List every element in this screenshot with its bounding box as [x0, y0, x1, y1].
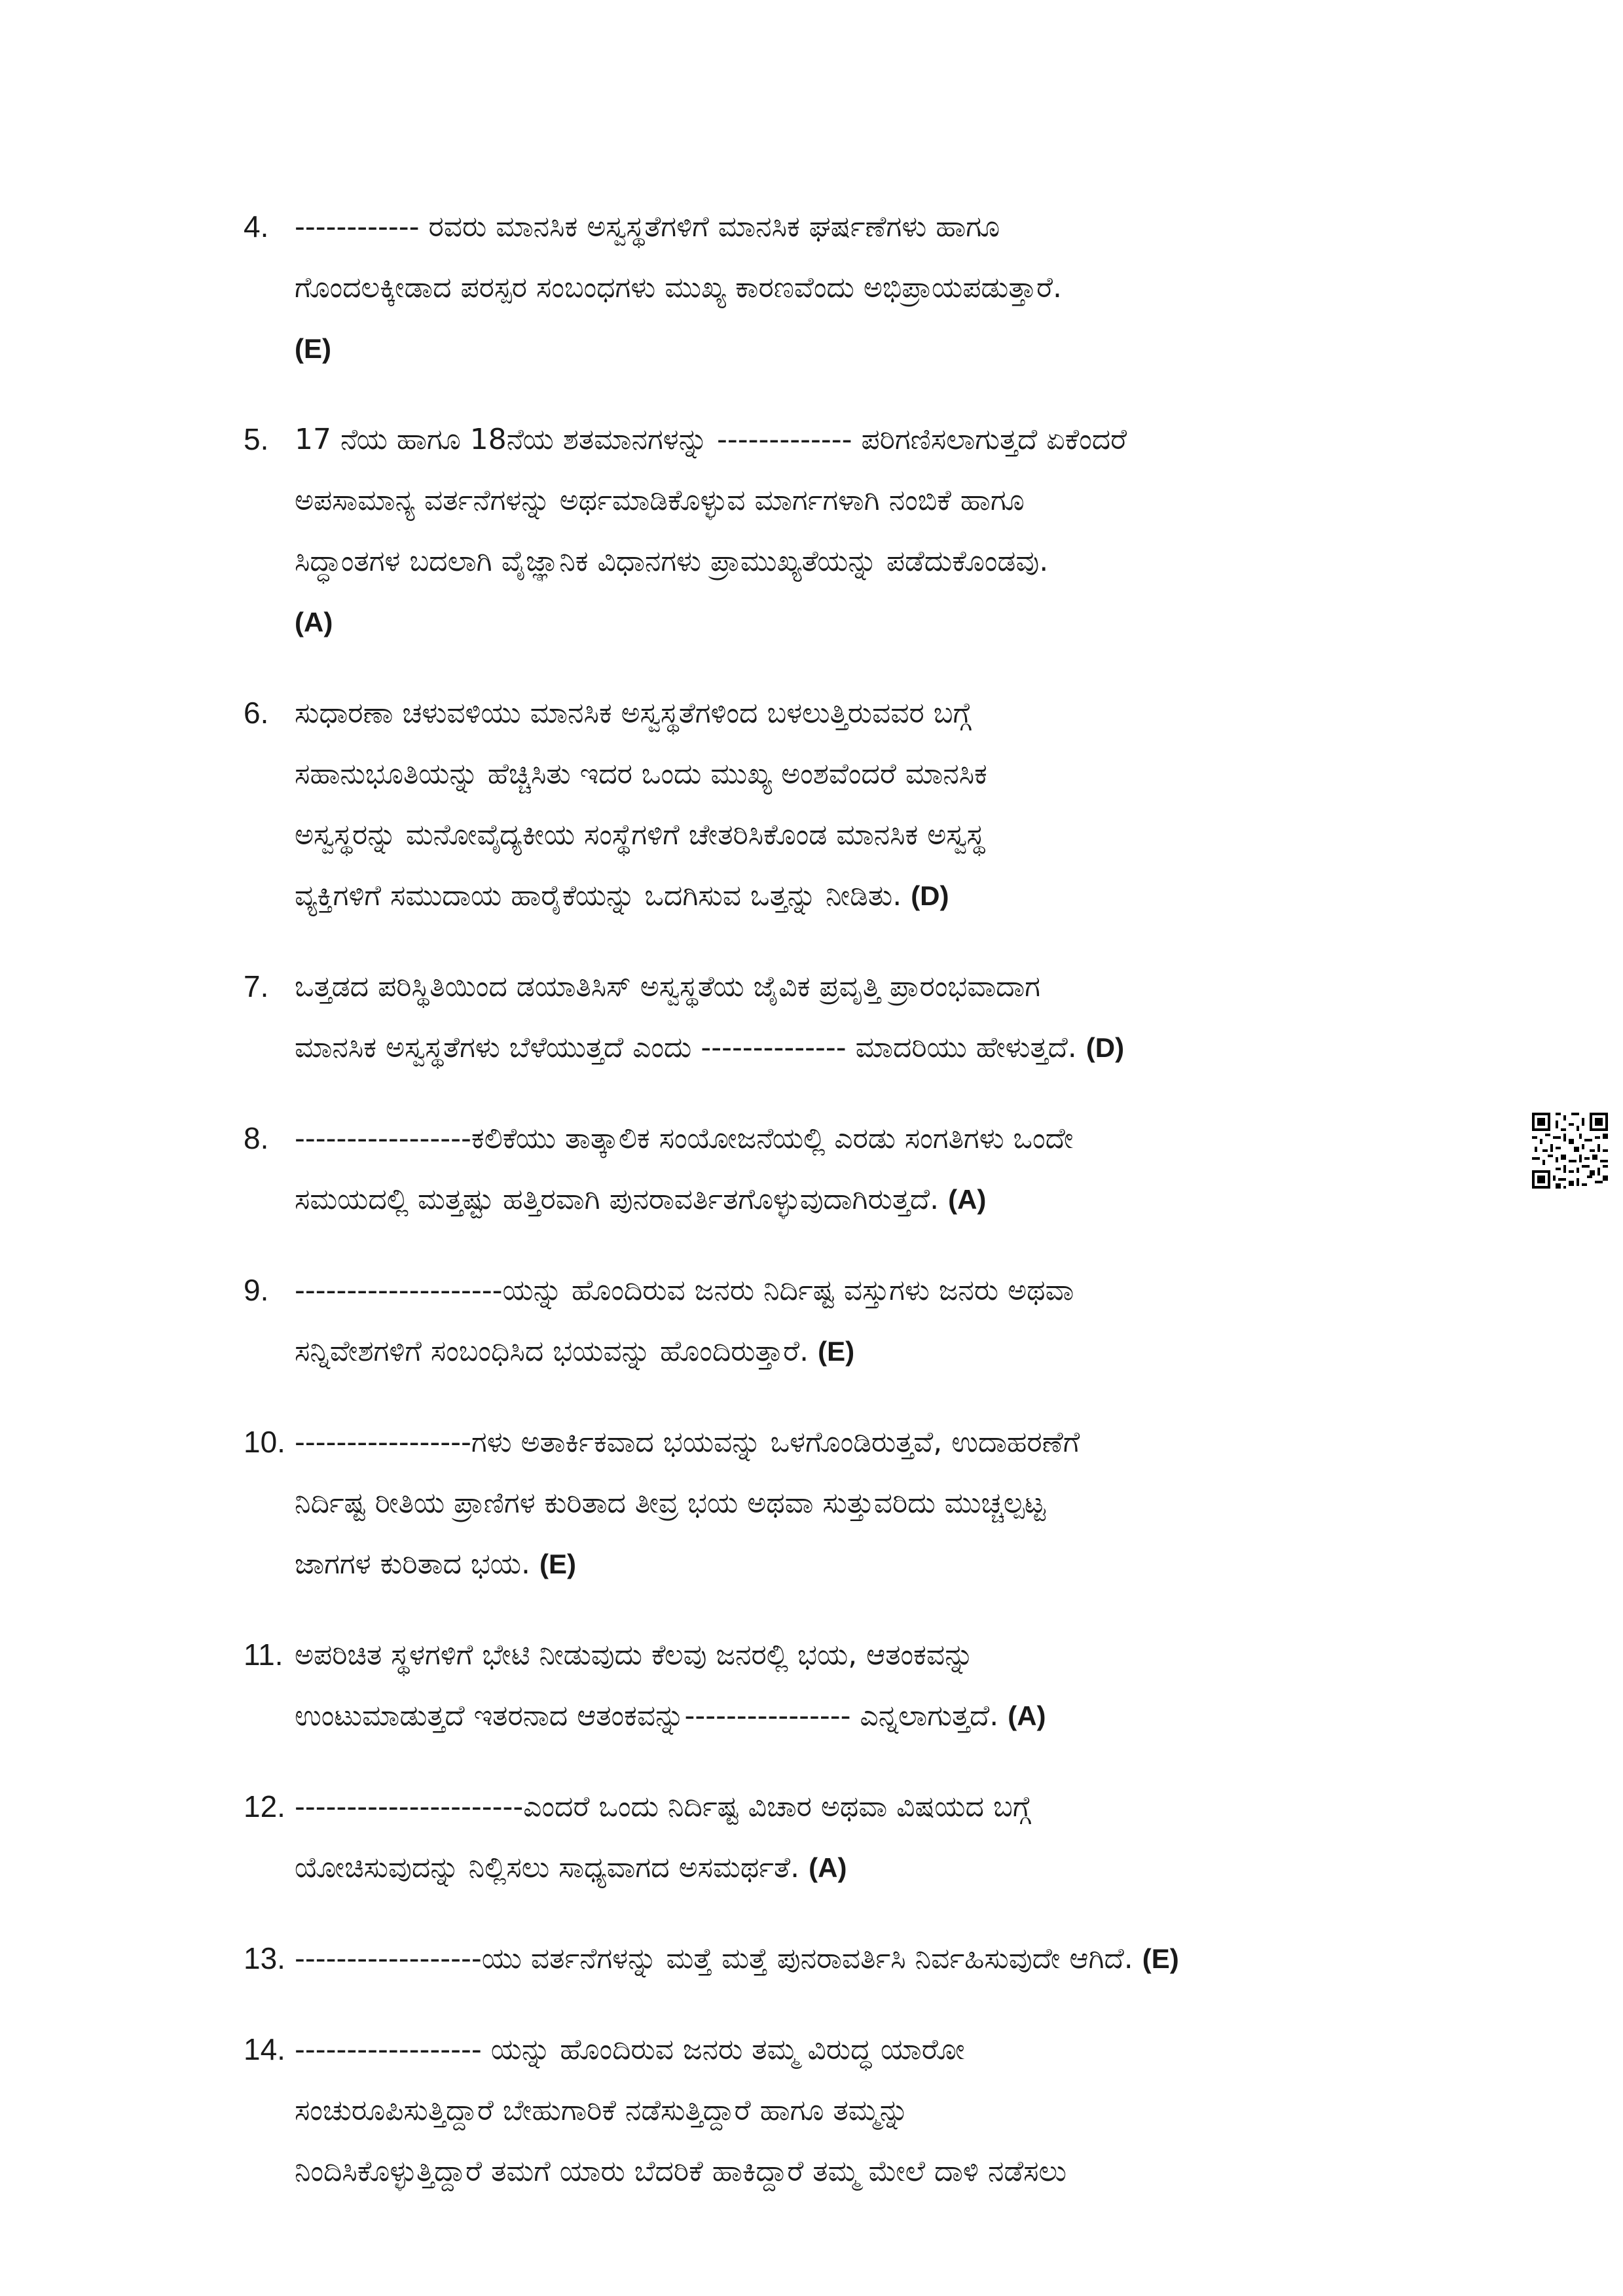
question-line-text: ಮಾನಸಿಕ ಅಸ್ವಸ್ಥತೆಗಳು ಬೆಳೆಯುತ್ತದೆ ಎಂದು -------------- ಮಾದರಿಯು ಹೇಳುತ್ತದೆ.: [295, 1031, 1077, 1064]
question-text: [295, 2019, 1448, 2202]
question-line-text: ಅಪಸಾಮಾನ್ಯ ವರ್ತನೆಗಳನ್ನು ಅರ್ಥಮಾಡಿಕೊಳ್ಳುವ ಮಾರ್ಗಗಳಾಗಿ ನಂಬಿಕೆ ಹಾಗೂ: [295, 484, 1025, 517]
question-number: 8.: [244, 1121, 269, 1155]
question-line: [295, 804, 1448, 865]
question-line: [295, 2019, 1448, 2080]
question-text: [295, 1928, 1448, 1989]
question-line: [295, 1928, 1448, 1989]
question-line: [295, 1260, 1448, 1321]
question-text: [295, 196, 1448, 379]
question-item: [244, 1624, 1448, 1746]
question-line: [295, 470, 1448, 531]
question-line-text: ----------------------ಎಂದರೆ ಒಂದು ನಿರ್ದಿಷ್ಟ ವಿಚಾರ ಅಥವಾ ವಿಷಯದ ಬಗ್ಗೆ: [295, 1790, 1031, 1823]
answer-key: (E): [295, 333, 331, 364]
question-line-text: ಗೊಂದಲಕ್ಕೀಡಾದ ಪರಸ್ಪರ ಸಂಬಂಧಗಳು ಮುಖ್ಯ ಕಾರಣವೆಂದು ಅಭಿಪ್ರಾಯಪಡುತ್ತಾರೆ.: [295, 271, 1063, 304]
question-line-text: -----------------ಗಳು ಅತಾರ್ಕಿಕವಾದ ಭಯವನ್ನು ಒಳಗೊಂಡಿರುತ್ತವೆ, ಉದಾಹರಣೆಗೆ: [295, 1426, 1080, 1459]
question-line: [295, 1321, 1448, 1382]
question-item: [244, 196, 1448, 379]
question-number: 4.: [244, 209, 269, 243]
question-line: [295, 956, 1448, 1017]
question-line: [295, 2141, 1448, 2202]
question-line: [295, 1412, 1448, 1473]
question-line-text: ವ್ಯಕ್ತಿಗಳಿಗೆ ಸಮುದಾಯ ಹಾರೈಕೆಯನ್ನು ಒದಗಿಸುವ ಒತ್ತನ್ನು ನೀಡಿತು.: [295, 879, 902, 912]
question-line-text: ------------------ಯು ವರ್ತನೆಗಳನ್ನು ಮತ್ತೆ ಮತ್ತೆ ಪುನರಾವರ್ತಿಸಿ ನಿರ್ವಹಿಸುವುದೇ ಆಗಿದೆ.: [295, 1942, 1133, 1975]
question-line-text: ಅಪರಿಚಿತ ಸ್ಥಳಗಳಿಗೆ ಭೇಟಿ ನೀಡುವುದು ಕೆಲವು ಜನರಲ್ಲಿ ಭಯ, ಆತಂಕವನ್ನು: [295, 1638, 974, 1672]
question-line-text: ಸನ್ನಿವೇಶಗಳಿಗೆ ಸಂಬಂಧಿಸಿದ ಭಯವನ್ನು ಹೊಂದಿರುತ್ತಾರೆ.: [295, 1335, 809, 1368]
question-line: [295, 1837, 1448, 1898]
question-text: [295, 1412, 1448, 1594]
question-text: [295, 1260, 1448, 1382]
answer-key: (A): [809, 1852, 847, 1883]
question-line-text: ------------ ರವರು ಮಾನಸಿಕ ಅಸ್ವಸ್ಥತೆಗಳಿಗೆ ಮಾನಸಿಕ ಘರ್ಷಣೆಗಳು ಹಾಗೂ: [295, 210, 1000, 243]
question-line-text: ಒತ್ತಡದ ಪರಿಸ್ಥಿತಿಯಿಂದ ಡಯಾತಿಸಿಸ್ ಅಸ್ವಸ್ಥತೆಯ ಜೈವಿಕ ಪ್ರವೃತ್ತಿ ಪ್ರಾರಂಭವಾದಾಗ: [295, 970, 1040, 1003]
question-line-text: ಜಾಗಗಳ ಕುರಿತಾದ ಭಯ.: [295, 1547, 531, 1581]
question-line-text: ಸಿದ್ಧಾಂತಗಳ ಬದಲಾಗಿ ವೈಜ್ಞಾನಿಕ ವಿಧಾನಗಳು ಪ್ರಾಮುಖ್ಯತೆಯನ್ನು ಪಡೆದುಕೊಂಡವು.: [295, 545, 1049, 578]
question-line-text: ಸಮಯದಲ್ಲಿ ಮತ್ತಷ್ಟು ಹತ್ತಿರವಾಗಿ ಪುನರಾವರ್ತಿತಗೊಳ್ಳುವುದಾಗಿರುತ್ತದೆ.: [295, 1183, 939, 1216]
question-line-text: ಸಂಚುರೂಪಿಸುತ್ತಿದ್ದಾರೆ ಬೇಹುಗಾರಿಕೆ ನಡೆಸುತ್ತಿದ್ದಾರೆ ಹಾಗೂ ತಮ್ಮನ್ನು: [295, 2094, 909, 2127]
question-line: [295, 1685, 1448, 1746]
question-line-text: ------------------ ಯನ್ನು ಹೊಂದಿರುವ ಜನರು ತಮ್ಮ ವಿರುದ್ಧ ಯಾರೋ: [295, 2033, 965, 2066]
question-line-text: -----------------ಕಲಿಕೆಯು ತಾತ್ಕಾಲಿಕ ಸಂಯೋಜನೆಯಲ್ಲಿ ಎರಡು ಸಂಗತಿಗಳು ಒಂದೇ: [295, 1122, 1074, 1155]
question-line-text: ಸಹಾನುಭೂತಿಯನ್ನು ಹೆಚ್ಚಿಸಿತು ಇದರ ಒಂದು ಮುಖ್ಯ ಅಂಶವೆಂದರೆ ಮಾನಸಿಕ: [295, 757, 987, 791]
question-item: [244, 1412, 1448, 1594]
question-item: [244, 1260, 1448, 1382]
question-line: [295, 865, 1448, 926]
question-line: [295, 2080, 1448, 2141]
question-line: [295, 1169, 1448, 1230]
question-item: [244, 683, 1448, 926]
answer-key: (A): [948, 1184, 987, 1215]
question-number: 12.: [244, 1789, 285, 1823]
answer-key: (D): [1085, 1032, 1125, 1063]
answer-key: (E): [539, 1549, 577, 1579]
question-item: [244, 1776, 1448, 1898]
question-number: 10.: [244, 1425, 285, 1459]
question-line: [295, 1017, 1448, 1078]
question-line: [295, 1534, 1448, 1594]
question-line-text: ಸುಧಾರಣಾ ಚಳುವಳಿಯು ಮಾನಸಿಕ ಅಸ್ವಸ್ಥತೆಗಳಿಂದ ಬಳಲುತ್ತಿರುವವರ ಬಗ್ಗೆ: [295, 696, 972, 730]
question-line-text: ನಿಂದಿಸಿಕೊಳ್ಳುತ್ತಿದ್ದಾರೆ ತಮಗೆ ಯಾರು ಬೆದರಿಕೆ ಹಾಕಿದ್ದಾರೆ ತಮ್ಮ ಮೇಲೆ ದಾಳಿ ನಡೆಸಲು: [295, 2155, 1067, 2188]
question-line-text: ಯೋಚಿಸುವುದನ್ನು ನಿಲ್ಲಿಸಲು ಸಾಧ್ಯವಾಗದ ಅಸಮರ್ಥತೆ.: [295, 1851, 800, 1884]
question-number: 14.: [244, 2032, 285, 2066]
question-line: [295, 1473, 1448, 1534]
question-number: 13.: [244, 1941, 285, 1975]
question-item: [244, 1928, 1448, 1989]
question-text: [295, 1624, 1448, 1746]
question-line: [295, 744, 1448, 804]
question-line-text: 17 ನೆಯ ಹಾಗೂ 18ನೆಯ ಶತಮಾನಗಳನ್ನು ------------- ಪರಿಗಣಿಸಲಾಗುತ್ತದೆ ಏಕೆಂದರೆ: [295, 423, 1127, 456]
question-line: [295, 409, 1448, 470]
question-number: 7.: [244, 969, 269, 1003]
question-line: [295, 531, 1448, 592]
question-text: [295, 1776, 1448, 1898]
question-line-text: --------------------ಯನ್ನು ಹೊಂದಿರುವ ಜನರು ನಿರ್ದಿಷ್ಟ ವಸ್ತುಗಳು ಜನರು ಅಥವಾ: [295, 1274, 1074, 1307]
question-line: [295, 257, 1448, 318]
question-line-text: ನಿರ್ದಿಷ್ಟ ರೀತಿಯ ಪ್ರಾಣಿಗಳ ಕುರಿತಾದ ತೀವ್ರ ಭಯ ಅಥವಾ ಸುತ್ತುವರಿದು ಮುಚ್ಚಲ್ಪಟ್ಟ: [295, 1486, 1046, 1520]
question-line-text: ಅಸ್ವಸ್ಥರನ್ನು ಮನೋವೈದ್ಯಕೀಯ ಸಂಸ್ಥೆಗಳಿಗೆ ಚೇತರಿಸಿಕೊಂಡ ಮಾನಸಿಕ ಅಸ್ವಸ್ಥ: [295, 818, 985, 852]
answer-key: (E): [818, 1336, 855, 1367]
question-number: 6.: [244, 696, 269, 730]
question-item: [244, 1108, 1448, 1230]
question-line: [295, 1624, 1448, 1685]
question-line-text: ಉಂಟುಮಾಡುತ್ತದೆ ಇತರನಾದ ಆತಂಕವನ್ನು---------------- ಎನ್ನಲಾಗುತ್ತದೆ.: [295, 1699, 999, 1732]
answer-key: (D): [911, 880, 949, 911]
question-number: 5.: [244, 422, 269, 456]
question-item: [244, 956, 1448, 1078]
answer-key: (E): [1142, 1943, 1179, 1974]
question-item: [244, 409, 1448, 653]
question-list: [244, 196, 1448, 2232]
answer-key: (A): [295, 607, 333, 637]
question-item: [244, 2019, 1448, 2202]
question-text: [295, 956, 1448, 1078]
question-line: [295, 1108, 1448, 1169]
question-number: 11.: [244, 1638, 283, 1672]
question-text: [295, 1108, 1448, 1230]
question-line: [295, 196, 1448, 257]
question-text: [295, 683, 1448, 926]
question-text: [295, 409, 1448, 653]
question-line: [295, 683, 1448, 744]
question-line: [295, 1776, 1448, 1837]
question-number: 9.: [244, 1273, 269, 1307]
answer-key: (A): [1008, 1700, 1046, 1731]
qr-code-icon: [1532, 1113, 1608, 1189]
